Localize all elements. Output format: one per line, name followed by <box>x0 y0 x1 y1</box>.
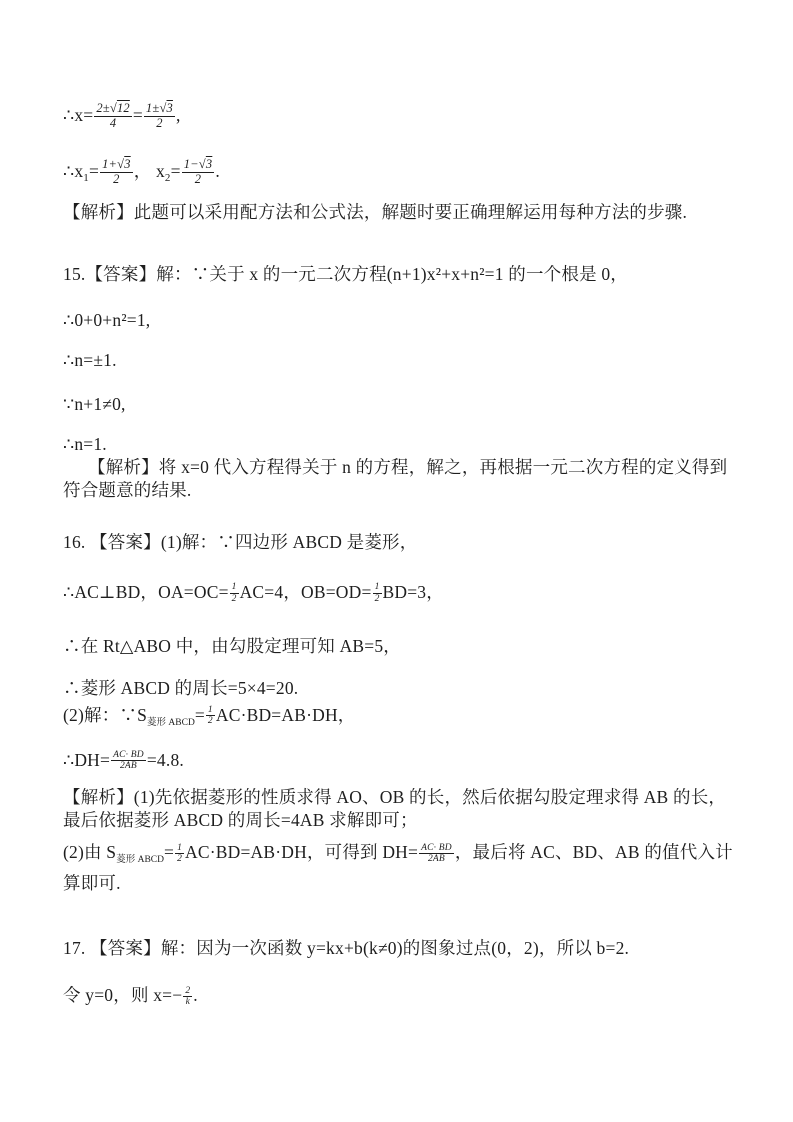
fraction-denominator: 2 <box>194 171 202 186</box>
text-run: = <box>89 161 100 182</box>
text-run: AC·BD=AB·DH， <box>215 704 356 725</box>
radicand: 3 <box>166 101 173 115</box>
subscript: 菱形 ABCD <box>147 717 195 728</box>
text-run: ∴0+0+n²=1, <box>63 310 151 331</box>
text-run: 【解析】将 x=0 代入方程得关于 n 的方程，解之，再根据一元二次方程的定义得到符合题意的结果. <box>63 457 728 501</box>
fraction-denominator: k <box>185 996 190 1007</box>
text-run: 【解析】(1)先依据菱形的性质求得 AO、OB 的长，然后依据勾股定理求得 AB 的长，最后依据菱形 ABCD 的周长=4AB 求解即可； <box>63 787 727 831</box>
subscript: 2 <box>164 172 171 185</box>
text-run: 17. 【答案】解：因为一次函数 y=kx+b(k≠0)的图象过点(0，2)，所以 b=2. <box>63 938 630 959</box>
fraction-numerator: 1 <box>231 582 237 593</box>
subscript: 1 <box>83 172 89 185</box>
fraction-numerator: 1 <box>374 582 380 593</box>
radicand: 12 <box>116 101 130 115</box>
text-run: 16. 【答案】(1)解：∵四边形 ABCD 是菱形， <box>63 532 418 553</box>
eq-16-step1 <box>63 581 737 605</box>
text-run: (2)解：∵S <box>63 704 148 725</box>
text-run: 15.【答案】解：∵关于 x 的一元二次方程(n+1)x²+x+n²=1 的一个根是 0， <box>63 264 628 285</box>
text-run: . <box>193 985 198 1006</box>
fraction-numerator: 2 <box>185 985 191 996</box>
eq-15-step4 <box>63 433 737 456</box>
fraction <box>206 705 215 727</box>
fraction <box>144 102 175 130</box>
radicand: 3 <box>124 157 131 171</box>
text-run: ∴AC⊥BD，OA=OC= <box>63 582 229 603</box>
fraction <box>182 158 215 186</box>
fraction-denominator: 2 <box>156 115 163 130</box>
fraction <box>175 843 184 865</box>
fraction-denominator: 4 <box>109 115 117 130</box>
fraction <box>94 102 131 130</box>
text-run: , <box>175 105 181 126</box>
fraction <box>183 986 192 1008</box>
text-run: ， x <box>133 161 165 182</box>
fraction-denominator: 2AB <box>119 761 137 772</box>
eq-16-step3 <box>63 677 737 700</box>
fraction <box>230 582 239 604</box>
document-content <box>63 103 737 1008</box>
fraction-numerator: 1−√3 <box>183 157 213 171</box>
eq-17-step1 <box>63 984 737 1008</box>
subscript: 菱形 ABCD <box>116 855 164 866</box>
fraction-numerator: 1±√3 <box>145 101 173 115</box>
analysis-16-part2 <box>63 841 737 895</box>
text-run: ∴菱形 ABCD 的周长=5×4=20. <box>63 677 299 698</box>
eq-15-step1 <box>63 309 737 332</box>
fraction-denominator: 2 <box>374 593 380 604</box>
answer-15 <box>63 263 737 286</box>
fraction <box>419 843 454 865</box>
eq-16-dh <box>63 749 737 773</box>
text-run: ∴n=±1. <box>63 350 117 371</box>
text-run: 令 y=0，则 x=− <box>63 985 183 1006</box>
text-run: = <box>164 842 175 863</box>
eq-16-step2 <box>63 635 737 658</box>
fraction <box>111 750 146 772</box>
text-run: = <box>194 704 205 725</box>
fraction-denominator: 2AB <box>427 853 445 864</box>
text-run: ∴DH= <box>63 749 111 770</box>
fraction-denominator: 2 <box>113 171 120 186</box>
analysis-15 <box>63 456 737 502</box>
text-run: =4.8. <box>146 749 184 770</box>
fraction-denominator: 2 <box>231 593 237 604</box>
analysis-16-part1 <box>63 786 737 832</box>
radicand: 3 <box>205 157 213 171</box>
text-run: ∵n+1≠0, <box>63 394 126 415</box>
eq-15-step3 <box>63 393 737 416</box>
eq-x-roots <box>63 103 737 131</box>
text-run: ∴n=1. <box>63 434 107 455</box>
text-run: BD=3， <box>382 582 444 603</box>
fraction-numerator: 1 <box>207 704 213 715</box>
fraction-denominator: 2 <box>207 716 213 727</box>
text-run: ，最后将 AC、BD、AB 的值代入计算即可. <box>63 842 733 894</box>
fraction <box>373 582 382 604</box>
text-run: AC=4，OB=OD= <box>239 582 372 603</box>
analysis-14 <box>63 201 737 224</box>
text-run: . <box>215 161 220 182</box>
fraction-numerator: 1 <box>177 842 183 853</box>
text-run: AC·BD=AB·DH，可得到 DH= <box>185 842 419 863</box>
fraction-denominator: 2 <box>177 853 183 864</box>
text-run: = <box>132 105 143 126</box>
eq-16-part2 <box>63 704 737 735</box>
fraction-numerator: 1+√3 <box>102 157 131 171</box>
fraction-numerator: 2±√12 <box>96 101 130 115</box>
text-run: 【解析】此题可以采用配方法和公式法，解题时要正确理解运用每种方法的步骤. <box>63 202 688 223</box>
fraction-numerator: AC· BD <box>421 842 452 853</box>
text-run: = <box>170 161 181 182</box>
fraction <box>100 158 133 186</box>
text-run: (2)由 S <box>63 842 117 863</box>
eq-15-step2 <box>63 349 737 372</box>
answer-17 <box>63 937 737 960</box>
text-run: ∴x= <box>63 105 94 126</box>
fraction-numerator: AC· BD <box>113 749 144 760</box>
text-run: ∴在 Rt△ABO 中，由勾股定理可知 AB=5， <box>63 635 401 656</box>
eq-x1-x2 <box>63 159 737 190</box>
answer-16 <box>63 531 737 554</box>
text-run: ∴x <box>63 161 84 182</box>
